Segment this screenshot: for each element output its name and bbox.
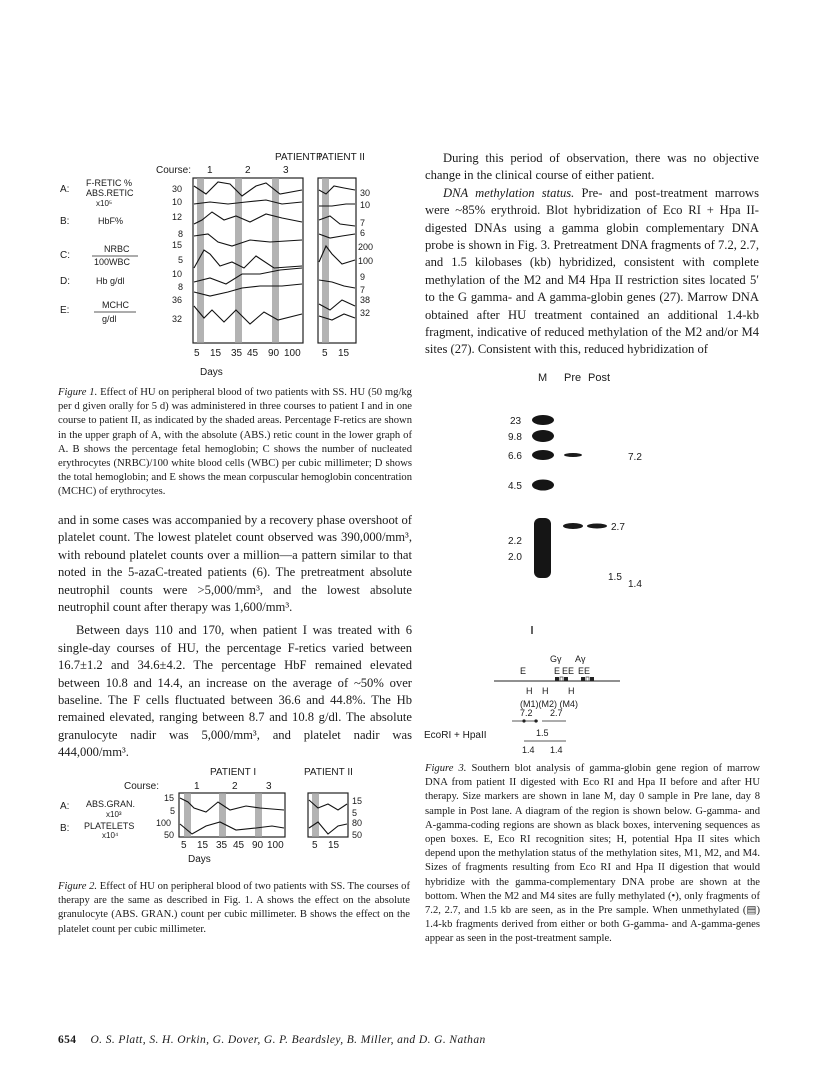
fig1-tick: 9 — [360, 272, 366, 282]
svg-text:E:: E: — [60, 305, 70, 316]
svg-text:g/dl: g/dl — [102, 314, 117, 324]
fig1-tick: 100 — [358, 256, 374, 266]
fig3-band-label: 1.5 — [608, 572, 622, 583]
fig3-size-top: 2.7 — [550, 708, 563, 718]
fig1-tick: 38 — [360, 295, 371, 305]
fig3-marker: 2.2 — [508, 536, 522, 547]
fig1-tick: 10 — [360, 200, 371, 210]
fig1-tick: 5 — [178, 255, 184, 265]
svg-text:ABS.RETIC: ABS.RETIC — [86, 188, 134, 198]
fig1-patient1-label: PATIENT I — [275, 152, 322, 163]
fig2-tick: 100 — [156, 818, 172, 828]
left-paragraph-2: Between days 110 and 170, when patient I was treated with 6 single-day courses of HU, the percentage F-retics varied between 16.7±1.2 and 34.6±4.2. The percentage HbF remained elevated between 10.8 and 14.4, an increase on the average of ~50% over baseline. The F cells fluctuated between 36.6 and 44.8%. The Hb remained elevated, ranging between 8.7 and 10.8 g/dl. The absolute granulocyte nadir was 5,000/mm³, and platelet nadir was 444,000/mm³. — [58, 623, 412, 760]
fig1-tick: 32 — [172, 314, 183, 324]
fig1-xtick: 35 — [231, 348, 243, 359]
fig3-marker: 6.6 — [508, 451, 522, 462]
fig3-marker-lane-bands — [532, 415, 554, 578]
svg-text:x10⁵: x10⁵ — [96, 199, 113, 208]
svg-text:MCHC: MCHC — [102, 300, 129, 310]
fig2-tick: 5 — [170, 806, 176, 816]
fig3-size-bottom: 1.4 — [550, 745, 563, 755]
fig1-course-2: 2 — [245, 165, 251, 176]
fig1-course-label: Course: — [156, 165, 192, 176]
fig2-x-axis-label: Days — [188, 854, 211, 865]
fig3-lane-m: M — [538, 372, 548, 384]
right-column-text — [425, 150, 759, 359]
fig1-tick: 8 — [178, 229, 184, 239]
fig1-row-c-label — [60, 244, 138, 267]
svg-text:HbF%: HbF% — [98, 216, 124, 226]
fig1-tick: 30 — [172, 184, 183, 194]
fig1-tick: 10 — [172, 269, 183, 279]
fig2-course-3: 3 — [266, 781, 272, 792]
fig1-tick: 32 — [360, 308, 371, 318]
svg-text:A:: A: — [60, 184, 70, 195]
fig1-tick: 12 — [172, 212, 183, 222]
fig2-tick: 5 — [352, 808, 358, 818]
fig3-e-label: E — [520, 666, 527, 676]
fig1-row-d-label — [60, 276, 125, 287]
fig2-tick: 80 — [352, 818, 363, 828]
fig1-tick: 10 — [172, 197, 183, 207]
fig2-xtick: 100 — [267, 840, 284, 850]
fig3-h-label: H — [542, 686, 549, 696]
fig2-p2-course-shade — [312, 793, 319, 837]
right-paragraph-1: During this period of observation, there was no objective change in the clinical course of either patient. — [425, 151, 759, 183]
figure-1-chart — [60, 150, 380, 365]
svg-text:x10⁴: x10⁴ — [102, 831, 119, 840]
figure-3-blot — [470, 368, 730, 738]
svg-text:C:: C: — [60, 250, 70, 261]
figure-3-fragments — [424, 708, 644, 756]
fig2-xtick: 15 — [328, 840, 340, 850]
fig3-size-top: 7.2 — [520, 708, 533, 718]
fig3-marker: 23 — [510, 416, 522, 427]
fig2-row-b-label — [60, 821, 134, 840]
fig3-marker: 2.0 — [508, 552, 522, 563]
fig1-xtick: 5 — [194, 348, 200, 359]
fig1-tick: 6 — [360, 228, 366, 238]
fig2-tick: 15 — [164, 793, 175, 803]
fig3-e-label: EE — [562, 666, 575, 676]
fig1-tick: 8 — [178, 282, 184, 292]
svg-text:NRBC: NRBC — [104, 244, 130, 254]
fig1-row-e-label — [60, 300, 136, 324]
fig1-course-3: 3 — [283, 165, 289, 176]
svg-text:100WBC: 100WBC — [94, 257, 131, 267]
fig2-tick: 50 — [352, 830, 363, 840]
fig3-e-label: EE — [578, 666, 591, 676]
fig2-patient2-label: PATIENT II — [304, 767, 353, 778]
svg-text:ABS.GRAN.: ABS.GRAN. — [86, 799, 136, 809]
fig1-xtick: 100 — [284, 348, 301, 359]
fig3-marker: 4.5 — [508, 481, 522, 492]
fig2-xtick: 15 — [197, 840, 209, 850]
svg-text:x10³: x10³ — [106, 810, 122, 819]
fig1-xtick: 15 — [338, 348, 350, 359]
fig2-course-2-shade — [219, 793, 226, 837]
fig3-band-label: 2.7 — [611, 522, 625, 533]
fig2-course-label: Course: — [124, 781, 160, 792]
svg-text:A:: A: — [60, 801, 70, 812]
fig1-tick: 200 — [358, 242, 374, 252]
fig2-panel-p1-frame — [179, 793, 285, 837]
fig3-digest-label: EcoRI + HpaII — [424, 730, 487, 741]
footer-authors: O. S. Platt, S. H. Orkin, G. Dover, G. P. Beardsley, B. Miller, and D. G. Nathan — [90, 1034, 486, 1046]
fig1-tick: 30 — [360, 188, 371, 198]
fig2-patient1-label: PATIENT I — [210, 767, 257, 778]
fig3-size-mid: 1.5 — [536, 728, 549, 738]
fig1-xtick: 45 — [247, 348, 259, 359]
fig2-xtick: 45 — [233, 840, 245, 850]
fig2-traces — [180, 798, 347, 834]
fig1-row-b-label — [60, 216, 123, 227]
fig1-xtick: 15 — [210, 348, 222, 359]
fig1-xtick: 5 — [322, 348, 328, 359]
fig1-tick: 15 — [172, 240, 183, 250]
fig1-row-a-label — [60, 178, 134, 208]
fig2-xtick: 35 — [216, 840, 228, 850]
fig2-row-a-label — [60, 799, 135, 819]
fig3-m-labels: (M1)(M2) (M4) — [520, 699, 578, 709]
fig3-lane-pre: Pre — [564, 372, 582, 384]
figure-3-caption: Figure 3. Southern blot analysis of gamma-globin gene region of marrow DNA from patient II digested with Eco RI and Hpa II before and after HU therapy. Size markers are shown in lane M, day 0 sample in Pre lane, day 8 sample in Post lane. A diagram of the region is shown below. G-gamma- and A-gamma-coding regions are shown as black boxes, intervening sequences as open boxes. E, Eco RI recognition sites; H, potential Hpa II sites which depend upon the methylation status of the methylation sites, M1, M2, and M4. Sizes of fragments resulting from Eco RI and Hpa II digestion that would hybridize with the gamma-complementary DNA probe are shown at the bottom. When the M2 and M4 sites are fully methylated (•), only fragments of 7.2, 2.7, and 1.5 kb are seen, as in the Pre sample. When unmethylated (▤) 1.4-kb fragments derived from either or both G-gamma- and A-gamma-genes appear as seen in the post-treatment sample. — [425, 763, 760, 945]
fig1-tick: 7 — [360, 218, 366, 228]
fig3-gene-label-a: Aγ — [575, 654, 586, 664]
fig2-course-2: 2 — [232, 781, 238, 792]
fig3-band-label: 1.4 — [628, 579, 642, 590]
fig3-e-label: E — [554, 666, 561, 676]
left-column-text — [58, 512, 412, 762]
svg-text:B:: B: — [60, 216, 70, 227]
fig1-x-axis-label: Days — [200, 367, 223, 378]
fig3-marker: 9.8 — [508, 432, 522, 443]
svg-text:Hb g/dl: Hb g/dl — [96, 276, 125, 286]
fig2-xtick: 5 — [181, 840, 187, 850]
page-footer — [58, 1034, 758, 1046]
fig3-gene-label-g: Gγ — [550, 654, 562, 664]
figure-2-chart — [60, 764, 390, 850]
figure-1-caption: Figure 1. Effect of HU on peripheral blood of two patients with SS. HU (50 mg/kg per d given orally for 5 d) was administered in three courses to patient I and in one course to patient II, as indicated by the shaded areas. Percentage F-retics are shown in the upper graph of A, with the absolute (ABS.) retic count in the lower graph of A. B shows the percentage fetal hemoglobin; C shows the number of nucleated erythrocytes (NRBC)/100 white blood cells (WBC) per cubic millimeter; D shows the total hemoglobin; and E shows the mean corpuscular hemoglobin concentration (MCHC) of erythrocytes. — [58, 387, 412, 498]
page-number: 654 — [58, 1034, 77, 1046]
fig3-size-bottom: 1.4 — [522, 745, 535, 755]
fig2-xtick: 5 — [312, 840, 318, 850]
figure-2-caption: Figure 2. Effect of HU on peripheral blood of two patients with SS. The courses of therapy are the same as described in Fig. 1. A shows the effect on the absolute granulocyte (ABS. GRAN.) count per cubic millimeter. B shows the effect on the platelet count per cubic millimeter. — [58, 881, 410, 935]
fig3-h-label: H — [568, 686, 575, 696]
fig3-lane-post: Post — [588, 372, 611, 384]
fig3-band-label: 7.2 — [628, 452, 642, 463]
svg-text:B:: B: — [60, 823, 70, 834]
fig1-xtick: 90 — [268, 348, 280, 359]
fig3-post-lane-bands — [587, 524, 607, 529]
fig1-course-1: 1 — [207, 165, 213, 176]
fig2-tick: 15 — [352, 796, 363, 806]
fig2-course-3-shade — [255, 793, 262, 837]
fig1-tick: 36 — [172, 295, 183, 305]
svg-text:F-RETIC %: F-RETIC % — [86, 178, 132, 188]
fig3-pre-lane-bands — [563, 453, 583, 529]
fig2-course-1: 1 — [194, 781, 200, 792]
fig2-tick: 50 — [164, 830, 175, 840]
left-paragraph-1: and in some cases was accompanied by a recovery phase overshoot of platelet count. The lowest platelet count observed was 390,000/mm³, with rebound platelet counts over a million—a pattern similar to that noted in the 5-azaC-treated patients (6). The pretreatment absolute neutrophil counts were >5,000/mm³, and the lowest absolute neutrophil count after therapy was 1,600/mm³. — [58, 513, 412, 615]
right-paragraph-2: DNA methylation status. Pre- and post-treatment marrows were ~85% erythroid. Blot hybridization of Eco RI + Hpa II-digested DNAs using a gamma globin complementary DNA probe is shown in Fig. 3. Pretreatment DNA fragments of 7.2, 2.7, and 1.5 kilobases (kb) hybridized, consistent with complete methylation of the M2 and M4 Hpa II restriction sites located 5′ to the G gamma- and A gamma-globin genes (27). Marrow DNA obtained after HU treatment contained an additional 1.4-kb fragment, indicative of reduced methylation of the M2 and/or M4 sites (27). Consistent with this, reduced hybridization of — [425, 185, 759, 357]
fig1-tick: 7 — [360, 285, 366, 295]
svg-text:PLATELETS: PLATELETS — [84, 821, 135, 831]
fig3-h-label: H — [526, 686, 533, 696]
fig2-xtick: 90 — [252, 840, 264, 850]
fig1-patient2-label: PATIENT II — [316, 152, 365, 163]
svg-text:D:: D: — [60, 276, 70, 287]
